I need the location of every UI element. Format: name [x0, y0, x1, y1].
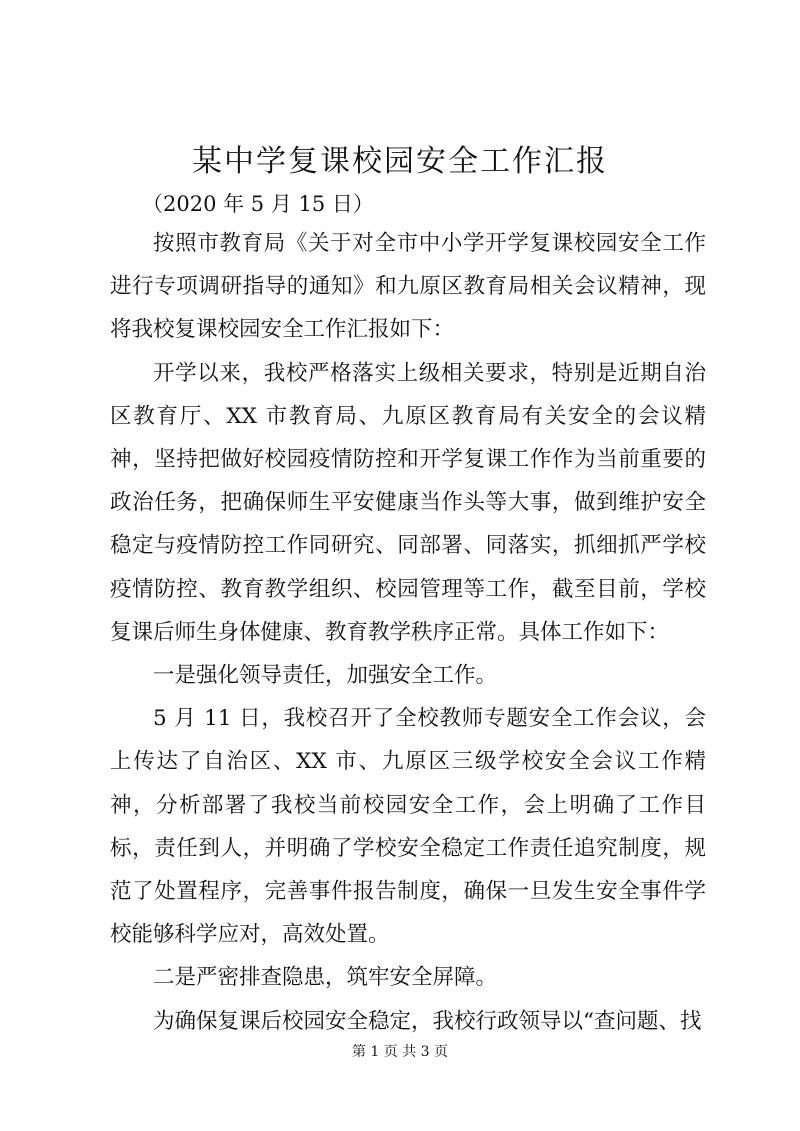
paragraph-overview: 开学以来，我校严格落实上级相关要求，特别是近期自治区教育厅、XX 市教育局、九原区教育局有关安全的会议精神，坚持把做好校园疫情防控和开学复课工作作为当前重要的政治任务，把确保师生平安健康当作头等大事，做到维护安全稳定与疫情防控工作同研究、同部署、同落实，抓细抓严学校疫情防控、教育教学组织、校园管理等工作，截至目前，学校复课后师生身体健康、教育教学秩序正常。具体工作如下：	[110, 360, 706, 645]
paragraph-meeting: 5 月 11 日，我校召开了全校教师专题安全工作会议，会上传达了自治区、XX 市、九原区三级学校安全会议工作精神，分析部署了我校当前校园安全工作，会上明确了工作目标，责任到人，并明确了学校安全稳定工作责任追究制度，规范了处置程序，完善事件报告制度，确保一旦发生安全事件学校能够科学应对，高效处置。	[110, 706, 706, 948]
section-heading-1: 一是强化领导责任，加强安全工作。	[153, 663, 498, 689]
document-title: 某中学复课校园安全工作汇报	[192, 144, 608, 179]
paragraph-inspection: 为确保复课后校园安全稳定，我校行政领导以“查问题、找	[153, 1008, 702, 1034]
section-heading-2: 二是严密排查隐患，筑牢安全屏障。	[153, 965, 498, 991]
page-footer: 第 1 页 共 3 页	[351, 1044, 449, 1060]
document-date: （2020 年 5 月 15 日）	[142, 192, 374, 216]
document-body	[110, 222, 706, 1043]
paragraph-intro: 按照市教育局《关于对全市中小学开学复课校园安全工作进行专项调研指导的通知》和九原区教育局相关会议精神，现将我校复课校园安全工作汇报如下：	[110, 231, 706, 343]
